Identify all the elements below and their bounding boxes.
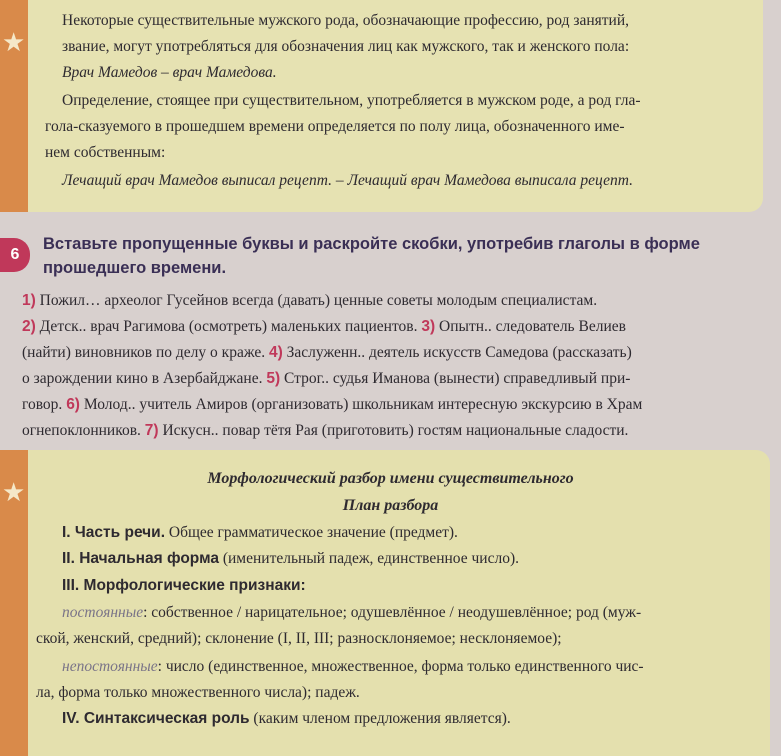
item-2-text: (именительный падеж, единственное число). xyxy=(218,550,519,567)
exercise-line xyxy=(22,418,762,444)
sentence-number: 3) xyxy=(421,318,436,335)
item-2-label: II. Начальная форма xyxy=(62,550,219,567)
star-icon: ★ xyxy=(2,28,26,58)
analysis-item-1 xyxy=(62,524,458,542)
sentence-number: 5) xyxy=(266,370,281,387)
star-icon: ★ xyxy=(2,478,26,508)
constant-features-line-2: ской, женский, средний); склонение (I, II, III; разносклоняемое; несклоняемое); xyxy=(36,630,562,647)
constant-label: постоянные xyxy=(62,604,144,621)
sentence-text: Заслуженн.. деятель искусств Самедова (рассказать) xyxy=(282,344,632,361)
sentence-text: говор. xyxy=(22,396,67,413)
exercise-line xyxy=(22,314,762,340)
constant-text-1: : собственное / нарицательное; одушевлённое / неодушевлённое; род (муж- xyxy=(143,604,642,621)
sentence-text: Детск.. врач Рагимова (осмотреть) маленьких пациентов. xyxy=(35,318,422,335)
item-1-text: Общее грамматическое значение (предмет). xyxy=(165,524,458,541)
sentence-number: 7) xyxy=(144,422,159,439)
analysis-title: Морфологический разбор имени существительного xyxy=(207,470,574,487)
rule-line-4: гола-сказуемого в прошедшем времени определяется по полу лица, обозначенного име- xyxy=(45,118,625,135)
exercise-line xyxy=(22,392,762,418)
rule-example-2: Лечащий врач Мамедов выписал рецепт. – Лечащий врач Мамедова выписала рецепт. xyxy=(62,172,633,189)
analysis-item-4 xyxy=(62,710,511,728)
sentence-text: Строг.. судья Иманова (вынести) справедливый при- xyxy=(280,370,631,387)
exercise-line xyxy=(22,288,762,314)
item-4-label: IV. Синтаксическая роль xyxy=(62,710,250,727)
constant-features-line-1 xyxy=(62,604,641,622)
rule-line-2: звание, могут употребляться для обозначения лиц как мужского, так и женского пола: xyxy=(62,38,630,55)
sentence-number: 1) xyxy=(22,292,36,309)
item-1-label: I. Часть речи. xyxy=(62,524,166,541)
rule-line-3: Определение, стоящее при существительном, употребляется в мужском роде, а род гла- xyxy=(62,92,641,109)
nonconstant-features-line-2: ла, форма только множественного числа); падеж. xyxy=(36,684,360,701)
rule-line-5: нем собственным: xyxy=(45,144,166,161)
sentence-text: Опытн.. следователь Велиев xyxy=(435,318,626,335)
rule-example-1: Врач Мамедов – врач Мамедова. xyxy=(62,64,277,81)
exercise-task: Вставьте пропущенные буквы и раскройте скобки, употребив глаголы в форме прошедшего времени. xyxy=(43,235,700,277)
sentence-text: Искусн.. повар тётя Рая (приготовить) гостям национальные сладости. xyxy=(158,422,629,439)
exercise-line xyxy=(22,340,762,366)
analysis-subtitle: План разбора xyxy=(342,497,439,514)
sentence-text: Молод.. учитель Амиров (организовать) школьникам интересную экскурсию в Храм xyxy=(79,396,643,413)
exercise-line xyxy=(22,366,762,392)
analysis-item-2 xyxy=(62,550,519,568)
sentence-number: 2) xyxy=(22,318,36,335)
sentence-number: 6) xyxy=(66,396,80,413)
sentence-text: о зарождении кино в Азербайджане. xyxy=(22,370,267,387)
nonconstant-text-1: : число (единственное, множественное, форма только единственного чис- xyxy=(157,658,644,675)
analysis-item-3 xyxy=(62,577,306,595)
sentence-number: 4) xyxy=(268,344,283,361)
item-4-text: (каким членом предложения является). xyxy=(249,710,511,727)
exercise-number-badge: 6 xyxy=(0,238,30,272)
item-3-label: III. Морфологические признаки: xyxy=(62,577,306,594)
rule-line-1: Некоторые существительные мужского рода, обозначающие профессию, род занятий, xyxy=(62,12,630,29)
sentence-text: (найти) виновников по делу о краже. xyxy=(22,344,269,361)
sentence-text: Пожил… археолог Гусейнов всегда (давать) ценные советы молодым специалистам. xyxy=(35,292,598,309)
sentence-text: огнепоклонников. xyxy=(22,422,145,439)
nonconstant-label: непостоянные xyxy=(62,658,158,675)
nonconstant-features-line-1 xyxy=(62,658,644,676)
